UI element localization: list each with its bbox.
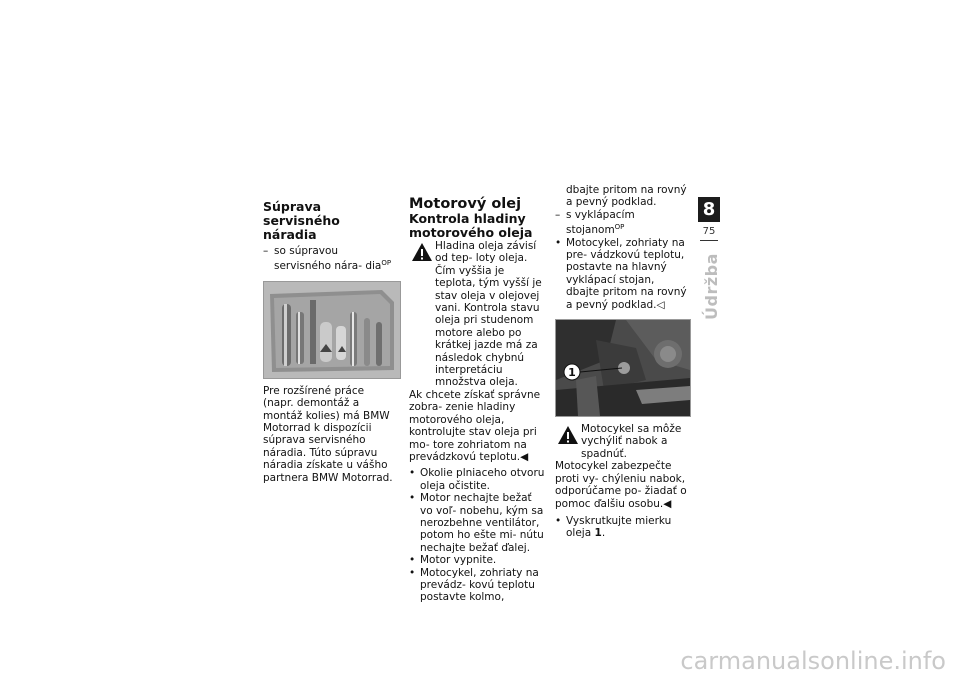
column-3 — [555, 184, 689, 540]
end-mark: ◀ — [520, 450, 529, 463]
watermark: carmanualsonline.info — [680, 647, 946, 675]
chapter-divider — [700, 240, 718, 241]
warning-text: Motocykel sa môže vychýliť nabok a spadnúť. — [581, 423, 682, 460]
warning-icon — [411, 242, 433, 262]
oil-dipstick-photo — [555, 319, 691, 417]
list-item — [555, 515, 689, 540]
column-1 — [263, 200, 393, 484]
bullet-marker: • — [409, 554, 416, 567]
page-number: 75 — [702, 226, 716, 237]
list-item — [409, 492, 547, 554]
oil-dipstick-image — [556, 320, 690, 416]
list-item-text: Motocykel, zohriaty na pre- vádzkovú teplotu, postavte na hlavný vyklápací stojan, dbajte pritom na rovný a pevný podklad. — [566, 236, 687, 311]
bullet-marker: • — [409, 467, 416, 480]
service-kit-photo — [263, 281, 401, 379]
sentence-end: . — [601, 527, 606, 540]
dash-marker: – — [555, 208, 561, 221]
service-kit-image — [264, 282, 400, 378]
list-item — [263, 245, 393, 273]
column-2 — [409, 196, 547, 604]
section-title-engine-oil: Motorový olej — [409, 196, 522, 212]
oil-level-paragraph — [409, 389, 547, 463]
reference-number: 1 — [594, 527, 602, 540]
list-item-text: Vyskrutkujte mierku oleja — [566, 514, 672, 540]
list-item-text: Okolie plniaceho otvoru oleja očistite. — [420, 467, 545, 492]
list-item-text: Motocykel, zohriaty na prevádz- kovú teplotu postavte kolmo, — [420, 566, 539, 604]
oil-level-text: Ak chcete získať správne zobra- zenie hladiny motorového oleja, kontrolujte stav oleja pri mo- tore zohriatom na prevádzkovú teplotu. — [409, 388, 541, 463]
list-item — [409, 567, 547, 604]
warning-block — [409, 240, 547, 389]
continuation-text: dbajte pritom na rovný a pevný podklad. — [566, 184, 687, 209]
list-item — [555, 209, 689, 237]
chapter-number-badge: 8 — [698, 197, 720, 222]
list-item-text: so súpravou servisného nára- dia — [274, 245, 382, 273]
bullet-marker: • — [555, 236, 562, 249]
warning-text: Hladina oleja závisí od tep- loty oleja. Čím vyššia je teplota, tým vyšší je stav oleja v olejovej vani. Kontrola stavu oleja pri studenom motore alebo po krátkej jazde má za následok chybnú interpretáciu množstva oleja. — [435, 240, 542, 389]
list-item-text: s vyklápacím stojanom — [566, 208, 635, 237]
dash-marker: – — [263, 245, 269, 257]
list-item — [555, 237, 689, 311]
list-item-text: Motor nechajte bežať vo voľ- nobehu, kým sa nerozbehne ventilátor, potom ho ešte mi- nútu nechajte bežať ďalej. — [420, 492, 544, 554]
optional-marker: OP — [614, 223, 625, 232]
bullet-marker: • — [555, 514, 562, 527]
bullet-list — [409, 467, 547, 603]
chapter-title: Údržba — [702, 253, 721, 320]
section-heading-service-kit: Súprava servisného náradia — [263, 199, 340, 242]
continuation-mark: ◁ — [656, 298, 665, 311]
warning-icon — [557, 425, 579, 445]
service-kit-paragraph: Pre rozšírené práce (napr. demontáž a montáž kolies) má BMW Motorrad k dispozícii súprava servisného náradia. Túto súpravu náradia získate u vášho partnera BMW Motorrad. — [263, 384, 393, 484]
list-item — [409, 554, 547, 566]
stabilize-paragraph — [555, 460, 689, 510]
optional-marker: OP — [381, 259, 392, 268]
callout-number: 1 — [568, 366, 576, 380]
subsection-title-oil-check: Kontrola hladiny motorového oleja — [409, 211, 533, 240]
bullet-marker: • — [409, 492, 416, 505]
list-item-text: Motor vypnite. — [420, 554, 497, 567]
bullet-marker: • — [409, 566, 416, 579]
stabilize-text: Motocykel zabezpečte proti vy- chýleniu nabok, odporúčame po- žiadať o pomoc ďalšiu osobu. — [555, 460, 687, 510]
warning-block — [555, 423, 689, 460]
list-item — [409, 467, 547, 492]
end-mark: ◀ — [663, 497, 672, 510]
